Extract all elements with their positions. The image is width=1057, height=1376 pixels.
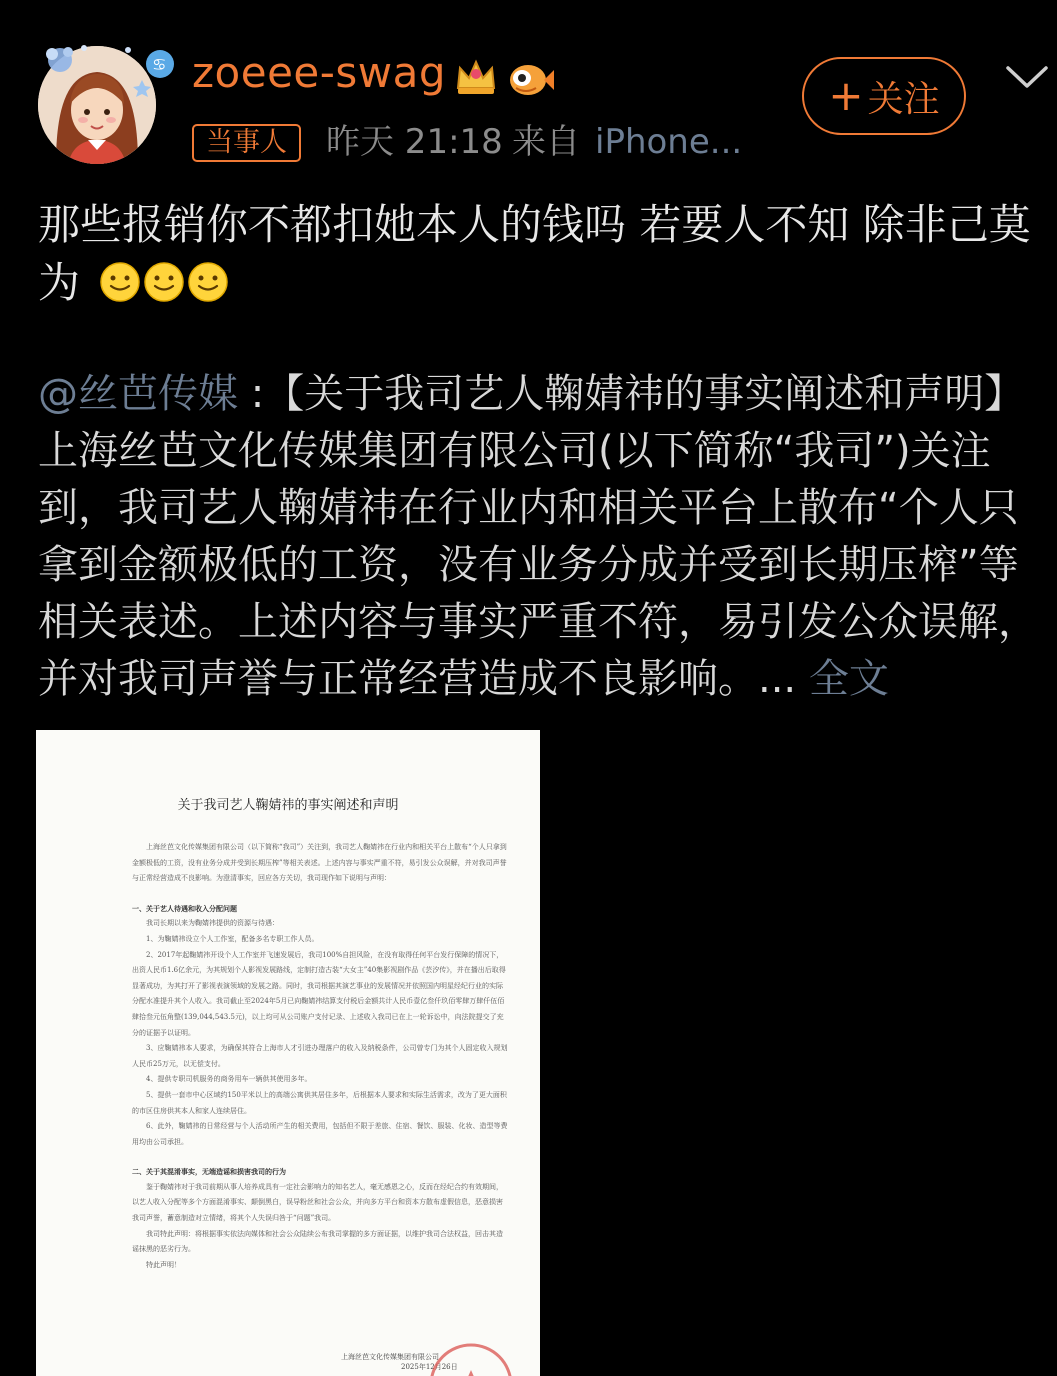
svg-text:♋: ♋ [152,55,167,74]
follow-label: 关注 [867,78,940,120]
document-list-item: 4、提供专职司机服务的商务用车一辆供其使用多年。 [146,1075,312,1084]
document-body [132,840,508,1273]
document-date: 2025年12月26日 [401,1363,458,1371]
document-list-item: 5、提供一套市中心区域约150平米以上的高端公寓供其居住多年，后根据本人要求和实际生活需求，改为了更大面积的市区住房供其本人和家人连续居住。 [132,1090,507,1115]
company-seal-icon [426,1340,516,1376]
reposted-content[interactable] [38,366,1048,708]
document-title: 关于我司艺人鞠婧祎的事实阐述和声明 [177,798,399,813]
follow-button[interactable] [802,57,966,135]
document-paragraph: 我司长期以来为鞠婧祎提供的资源与待遇： [146,919,279,928]
document-intro: 上海丝芭文化传媒集团有限公司（以下简称“我司”）关注到，我司艺人鞠婧祎在行业内和相关平台上散布“个人只拿到金额极低的工资，没有业务分成并受到长期压榨”等相关表述。上述内容与事实严重不符，易引发公众误解，并对我司声誉与正常经营造成不良影响。为澄清事实，回应各方关切，我司现作如下说明与声明： [132,843,507,883]
party-tag: 当事人 [192,124,301,162]
post-text: 那些报销你不都扣她本人的钱吗 若要人不知 除非己莫为 [38,200,1031,307]
chevron-down-icon[interactable] [1004,62,1050,92]
post-header [0,0,1057,180]
avatar-decoration-icon [38,40,198,110]
username[interactable]: zoeee-swag [192,48,447,97]
smile-emoji-icon [187,261,229,303]
document-list-item: 1、为鞠婧祎设立个人工作室，配备多名专职工作人员。 [146,934,319,943]
source-device[interactable]: iPhone... [595,122,743,162]
document-company: 上海丝芭文化传媒集团有限公司 [341,1353,439,1361]
document-section-heading: 一、关于艺人待遇和收入分配问题 [132,903,237,913]
document-closing: 特此声明！ [146,1260,181,1269]
source-label: 来自 [512,122,580,162]
avatar[interactable] [38,40,167,164]
fish-badge-icon[interactable] [506,56,554,100]
smile-emoji-icon [99,261,141,303]
post-time: 昨天 21:18 [326,122,503,162]
document-paragraph: 我司特此声明：将根据事实依法向媒体和社会公众陆续公布我司掌握的多方面证据，以维护我司合法权益，回击其造谣抹黑的恶劣行为。 [132,1229,503,1254]
plus-icon: + [828,71,864,120]
document-paragraph: 鉴于鞠婧祎对于我司前期从事人培养成具有一定社会影响力的知名艺人，毫无感恩之心，反而在经纪合约有效期间，以艺人收入分配等多个方面混淆事实、颠倒黑白，误导粉丝和社会公众，并向多方平台和资本方散布虚假信息，恶意损害我司声誉，蓄意制造对立情绪，将其个人失误归咎于“问题”我司。 [132,1182,503,1223]
post-body [38,196,1038,318]
emoji-row [99,260,231,318]
attached-document-image[interactable] [36,730,540,1376]
repost-text: :【关于我司艺人鞠婧祎的事实阐述和声明】上海丝芭文化传媒集团有限公司(以下简称“我司”)关注到，我司艺人鞠婧祎在行业内和相关平台上散布“个人只拿到金额极低的工资，没有业务分成并受到长期压榨”等相关表述。上述内容与事实严重不符，易引发公众误解，并对我司声誉与正常经营造成不良影响。... [38,371,1038,702]
full-text-link[interactable]: 全文 [808,656,889,702]
mention-link[interactable]: @丝芭传媒 [38,371,238,417]
crown-badge-icon[interactable] [452,52,500,100]
smile-emoji-icon [143,261,185,303]
document-section-heading: 二、关于其混淆事实，无端造谣和损害我司的行为 [132,1167,286,1177]
document-list-item: 2、2017年起鞠婧祎开设个人工作室并飞速发展后，我司100%自担风险，在没有取得任何平台发行保障的情况下，出资人民币1.6亿余元，为其规划个人影视发展路线，定制打造古装“大女主”40集影视剧作品《芸汐传》，并在播出后取得显著成功，为其打开了影视表演领域的发展之路。同时，我司根据其演艺事业的发展情况并依照国内明星经纪行业的实际分配水准提升其个人收入。我司截止至2024年5月已向鞠婧祎结算支付税后金额共计人民币壹亿叁仟玖佰零肆万肆仟伍佰肆拾叁元伍角整(139,044,543.5元)，以上均可从公司账户支付记录、上述收入我司已在上一轮诉讼中，向法院提交了充分的证据予以证明。 [132,950,506,1037]
document-list-item: 6、此外，鞠婧祎的日常经营与个人活动所产生的相关费用，包括但不限于差旅、住宿、餐饮、服装、化妆、造型等费用均由公司承担。 [132,1122,508,1146]
document-list-item: 3、应鞠婧祎本人要求，为确保其符合上海市人才引进办理落户的收入及纳税条件，公司曾专门为其个人固定收入规划人民币25万元，以无偿支付。 [132,1044,508,1068]
